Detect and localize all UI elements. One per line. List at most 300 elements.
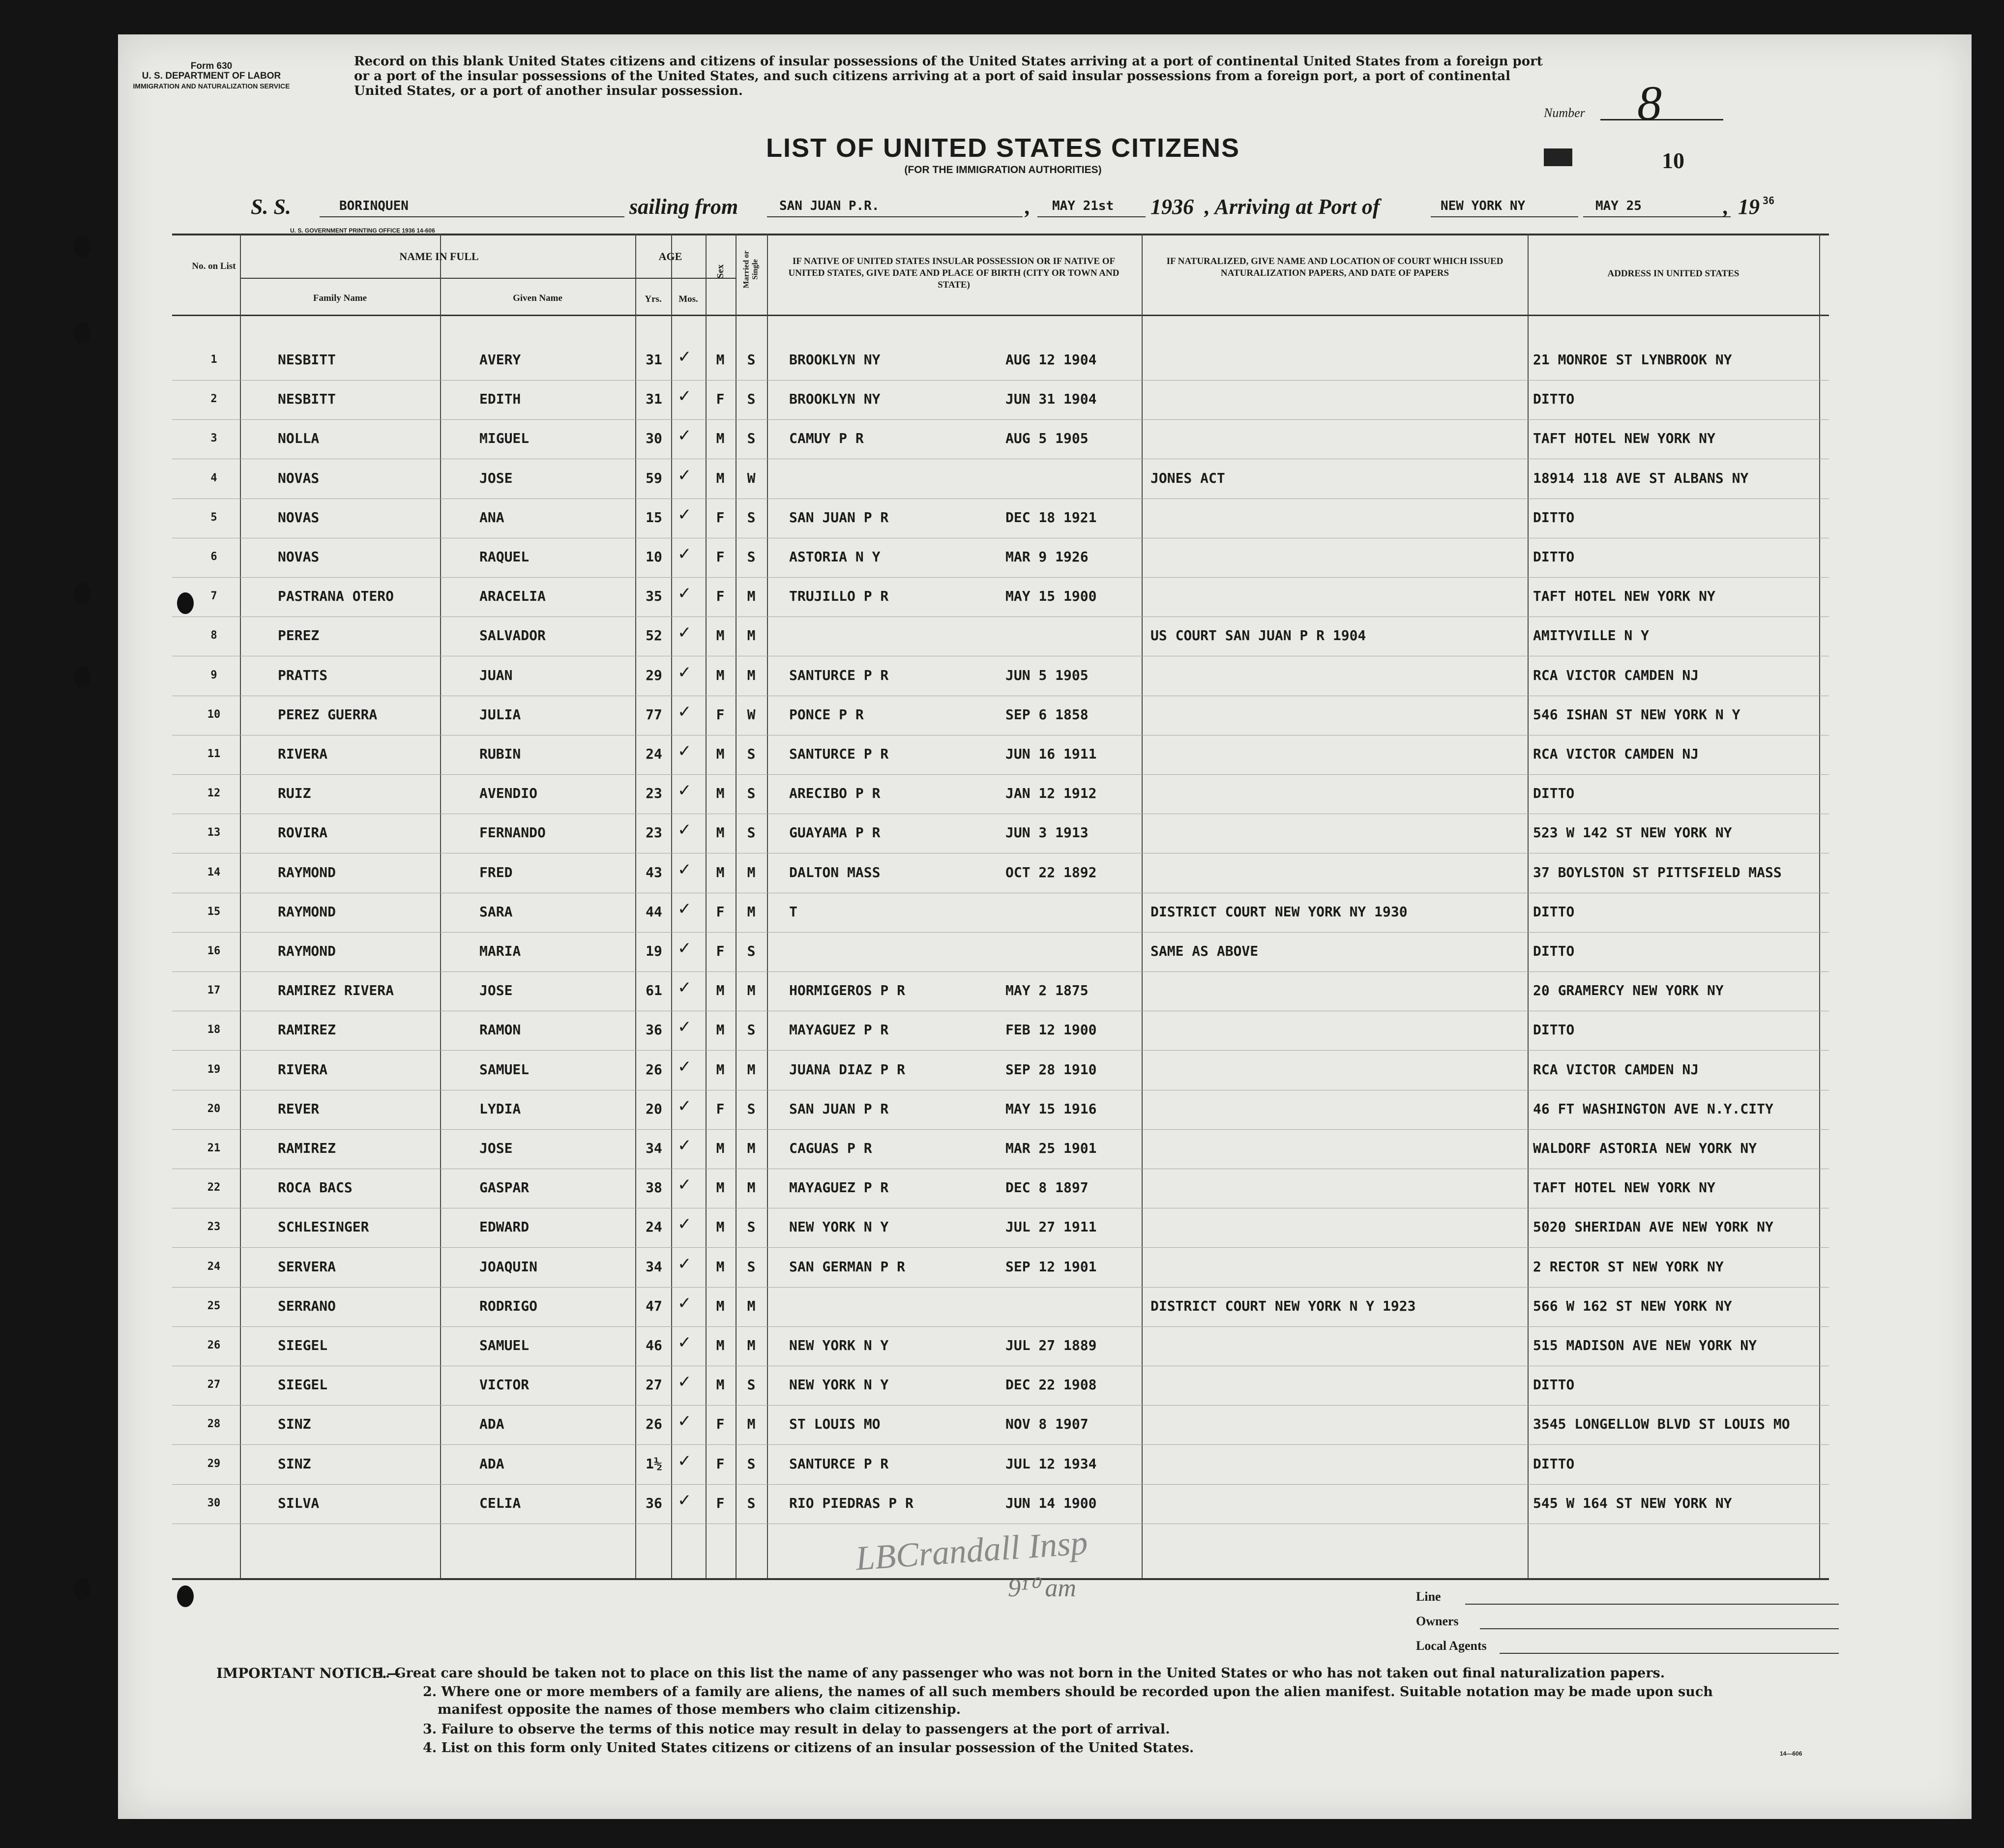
row-number: 14 <box>207 866 221 879</box>
sex: F <box>716 903 725 920</box>
birth-date: JUL 27 1889 <box>1005 1337 1097 1353</box>
binder-hole <box>74 1578 90 1600</box>
sail-date: MAY 21st <box>1052 199 1114 213</box>
sex: F <box>716 391 725 408</box>
check-mark-icon: ✓ <box>678 899 692 919</box>
check-mark-icon: ✓ <box>678 662 692 682</box>
sex: F <box>716 588 725 605</box>
family-name: PEREZ <box>278 627 320 644</box>
given-name: ARACELIA <box>479 588 546 605</box>
marital-status: S <box>747 746 756 762</box>
family-name: NOVAS <box>278 469 320 486</box>
check-mark-icon: ✓ <box>678 1136 692 1155</box>
sex: M <box>716 824 725 841</box>
marital-status: M <box>747 1416 756 1433</box>
family-name: PASTRANA OTERO <box>278 588 394 605</box>
comma-mark: , <box>1723 195 1729 219</box>
sex: M <box>716 1297 725 1314</box>
birth-place: CAGUAS P R <box>789 1140 872 1156</box>
row-number: 21 <box>207 1142 221 1154</box>
page-stamp-mark <box>1544 148 1572 166</box>
marital-status: S <box>747 943 756 959</box>
sailing-from-label: sailing from <box>629 195 738 219</box>
inspector-signature: LBCrandall Insp <box>854 1524 1089 1578</box>
arrival-year-prefix: 19 <box>1738 195 1760 219</box>
header-naturalization: IF NATURALIZED, GIVE NAME AND LOCATION OF COURT WHICH ISSUED NATURALIZATION PAPERS, AND DATE OF PAPERS <box>1166 256 1503 278</box>
check-mark-icon: ✓ <box>678 347 692 367</box>
row-number: 12 <box>207 787 221 800</box>
birth-place: SAN JUAN P R <box>789 1100 889 1117</box>
header-birth-place: IF NATIVE OF UNITED STATES INSULAR POSSESSION OR IF NATIVE OF UNITED STATES, GIVE DATE AND PLACE OF BIRTH (CITY OR TOWN AND STATE) <box>788 256 1120 290</box>
row-number: 5 <box>210 511 217 524</box>
birth-date: MAY 15 1900 <box>1005 588 1097 605</box>
us-address: DITTO <box>1533 509 1575 526</box>
binder-hole <box>74 322 90 344</box>
notice-item-4: 4. List on this form only United States citizens or citizens of an insular possession of the United States. <box>423 1740 1194 1756</box>
us-address: DITTO <box>1533 549 1575 565</box>
marital-status: S <box>747 352 756 368</box>
check-mark-icon: ✓ <box>678 465 692 485</box>
row-rule <box>172 1326 1829 1327</box>
birth-place: CAMUY P R <box>789 430 864 447</box>
us-address: 523 W 142 ST NEW YORK NY <box>1533 824 1732 841</box>
sex: M <box>716 1258 725 1275</box>
birth-date: JUN 31 1904 <box>1005 391 1097 408</box>
given-name: ADA <box>479 1416 504 1433</box>
family-name: RAMIREZ <box>278 1140 336 1156</box>
naturalization-info: DISTRICT COURT NEW YORK N Y 1923 <box>1150 1297 1416 1314</box>
birth-date: JUN 16 1911 <box>1005 746 1097 762</box>
birth-date: DEC 18 1921 <box>1005 509 1097 526</box>
check-mark-icon: ✓ <box>678 1096 692 1116</box>
us-address: 546 ISHAN ST NEW YORK N Y <box>1533 706 1740 723</box>
column-divider <box>1142 234 1143 1578</box>
row-rule <box>172 1484 1829 1485</box>
birth-date: FEB 12 1900 <box>1005 1022 1097 1038</box>
column-divider <box>240 234 241 1578</box>
check-mark-icon: ✓ <box>678 1056 692 1077</box>
given-name: JUAN <box>479 667 513 683</box>
marital-status: W <box>747 469 756 486</box>
sex: F <box>716 1495 725 1511</box>
age-years: 34 <box>646 1140 662 1156</box>
us-address: 21 MONROE ST LYNBROOK NY <box>1533 352 1732 368</box>
birth-place: NEW YORK N Y <box>789 1337 889 1353</box>
age-years: 46 <box>646 1337 662 1353</box>
given-name: SARA <box>479 903 513 920</box>
birth-place: TRUJILLO P R <box>789 588 889 605</box>
age-years: 61 <box>646 982 662 999</box>
family-name: RAMIREZ <box>278 1022 336 1038</box>
row-number: 7 <box>210 590 217 603</box>
birth-place: ARECIBO P R <box>789 785 881 802</box>
signature-initials: 9¹⁰ am <box>1008 1574 1076 1602</box>
row-rule <box>172 1405 1829 1406</box>
row-number: 9 <box>210 669 217 681</box>
us-address: RCA VICTOR CAMDEN NJ <box>1533 1061 1699 1078</box>
family-name: NOLLA <box>278 430 320 447</box>
row-number: 15 <box>207 905 221 918</box>
family-name: RAYMOND <box>278 903 336 920</box>
table-top-border <box>172 234 1829 235</box>
given-name: EDITH <box>479 391 521 408</box>
row-number: 27 <box>207 1379 221 1391</box>
service-name: IMMIGRATION AND NATURALIZATION SERVICE <box>133 82 290 90</box>
binder-hole <box>74 236 90 258</box>
family-name: SIEGEL <box>278 1377 328 1393</box>
naturalization-info: JONES ACT <box>1150 469 1225 486</box>
given-name: RAMON <box>479 1022 521 1038</box>
us-address: WALDORF ASTORIA NEW YORK NY <box>1533 1140 1757 1156</box>
us-address: RCA VICTOR CAMDEN NJ <box>1533 746 1699 762</box>
row-number: 3 <box>210 432 217 445</box>
marital-status: M <box>747 903 756 920</box>
check-mark-icon: ✓ <box>678 702 692 722</box>
list-number: 8 <box>1637 76 1662 130</box>
us-address: 545 W 164 ST NEW YORK NY <box>1533 1495 1732 1511</box>
age-years: 47 <box>646 1297 662 1314</box>
row-number: 22 <box>207 1181 221 1194</box>
row-number: 18 <box>207 1024 221 1036</box>
ss-label: S. S. <box>251 195 291 219</box>
age-years: 26 <box>646 1061 662 1078</box>
us-address: TAFT HOTEL NEW YORK NY <box>1533 1179 1715 1196</box>
given-name: MARIA <box>479 943 521 959</box>
row-number: 8 <box>210 629 217 642</box>
age-years: 24 <box>646 1219 662 1235</box>
column-divider <box>1819 234 1820 1578</box>
row-number: 28 <box>207 1418 221 1431</box>
marital-status: S <box>747 509 756 526</box>
age-years: 36 <box>646 1495 662 1511</box>
row-number: 30 <box>207 1496 221 1509</box>
sex: M <box>716 1061 725 1078</box>
arrival-date: MAY 25 <box>1595 199 1642 213</box>
header-bottom-border <box>172 315 1829 316</box>
header-address: ADDRESS IN UNITED STATES <box>1607 268 1739 279</box>
age-years: 34 <box>646 1258 662 1275</box>
us-address: RCA VICTOR CAMDEN NJ <box>1533 667 1699 683</box>
age-years: 1½ <box>646 1455 662 1472</box>
naturalization-info: SAME AS ABOVE <box>1150 943 1259 959</box>
row-number: 13 <box>207 826 221 839</box>
birth-date: SEP 28 1910 <box>1005 1061 1097 1078</box>
age-years: 31 <box>646 352 662 368</box>
binder-hole <box>74 583 90 604</box>
name-sub-divider <box>240 278 736 279</box>
number-underline <box>1600 119 1723 120</box>
birth-date: AUG 5 1905 <box>1005 430 1089 447</box>
row-rule <box>172 616 1829 617</box>
family-name: SIEGEL <box>278 1337 328 1353</box>
sex: M <box>716 1140 725 1156</box>
row-number: 24 <box>207 1260 221 1273</box>
marital-status: W <box>747 706 756 723</box>
marital-status: S <box>747 1377 756 1393</box>
row-number: 4 <box>210 471 217 484</box>
sex: M <box>716 430 725 447</box>
line-underline <box>1465 1604 1839 1605</box>
check-mark-icon: ✓ <box>678 1254 692 1274</box>
us-address: 20 GRAMERCY NEW YORK NY <box>1533 982 1724 999</box>
family-name: RAMIREZ RIVERA <box>278 982 394 999</box>
ship-name: BORINQUEN <box>339 199 409 213</box>
family-name: SINZ <box>278 1455 311 1472</box>
family-name: NOVAS <box>278 509 320 526</box>
sex: M <box>716 982 725 999</box>
column-divider <box>767 234 768 1578</box>
notice-item-3: 3. Failure to observe the terms of this notice may result in delay to passengers at the port of arrival. <box>423 1722 1170 1737</box>
us-address: DITTO <box>1533 785 1575 802</box>
marital-status: S <box>747 549 756 565</box>
check-mark-icon: ✓ <box>678 584 692 604</box>
birth-place: RIO PIEDRAS P R <box>789 1495 914 1511</box>
birth-date: OCT 22 1892 <box>1005 864 1097 880</box>
row-number: 25 <box>207 1299 221 1312</box>
owners-label: Owners <box>1416 1614 1459 1628</box>
given-name: EDWARD <box>479 1219 530 1235</box>
header-yrs: Yrs. <box>645 294 662 304</box>
sex: M <box>716 667 725 683</box>
given-name: JOSE <box>479 469 513 486</box>
us-address: DITTO <box>1533 903 1575 920</box>
age-years: 15 <box>646 509 662 526</box>
us-address: 566 W 162 ST NEW YORK NY <box>1533 1297 1732 1314</box>
page-title: LIST OF UNITED STATES CITIZENS <box>766 133 1240 163</box>
check-mark-icon: ✓ <box>678 1333 692 1352</box>
birth-place: ST LOUIS MO <box>789 1416 881 1433</box>
check-mark-icon: ✓ <box>678 504 692 525</box>
sex: M <box>716 864 725 880</box>
us-address: AMITYVILLE N Y <box>1533 627 1650 644</box>
age-years: 30 <box>646 430 662 447</box>
us-address: 515 MADISON AVE NEW YORK NY <box>1533 1337 1757 1353</box>
family-name: RIVERA <box>278 1061 328 1078</box>
birth-date: JUL 12 1934 <box>1005 1455 1097 1472</box>
check-mark-icon: ✓ <box>678 1411 692 1432</box>
row-rule <box>172 774 1829 775</box>
family-name: RAYMOND <box>278 943 336 959</box>
given-name: ADA <box>479 1455 504 1472</box>
birth-date: MAY 15 1916 <box>1005 1100 1097 1117</box>
header-age: AGE <box>658 250 682 263</box>
birth-place: JUANA DIAZ P R <box>789 1061 906 1078</box>
age-years: 77 <box>646 706 662 723</box>
naturalization-info: DISTRICT COURT NEW YORK NY 1930 <box>1150 903 1408 920</box>
sail-date-underline <box>1037 216 1146 217</box>
check-mark-icon: ✓ <box>678 1293 692 1313</box>
sex: M <box>716 785 725 802</box>
header-family-name: Family Name <box>313 293 367 303</box>
family-name: SILVA <box>278 1495 320 1511</box>
row-number: 20 <box>207 1102 221 1115</box>
birth-place: SAN JUAN P R <box>789 509 889 526</box>
sex: F <box>716 1100 725 1117</box>
sail-year: 1936 <box>1150 195 1194 219</box>
birth-place: GUAYAMA P R <box>789 824 881 841</box>
sex: F <box>716 1455 725 1472</box>
family-name: NOVAS <box>278 549 320 565</box>
row-number: 10 <box>207 708 221 721</box>
birth-place: SANTURCE P R <box>789 746 889 762</box>
sex: F <box>716 1416 725 1433</box>
form-footer-code: 14—606 <box>1780 1750 1802 1757</box>
row-rule <box>172 1129 1829 1130</box>
check-mark-icon: ✓ <box>678 1451 692 1471</box>
check-mark-icon: ✓ <box>678 820 692 840</box>
column-divider <box>440 234 441 1578</box>
row-rule <box>172 932 1829 933</box>
marital-status: S <box>747 1219 756 1235</box>
column-divider <box>706 234 707 1578</box>
marital-status: M <box>747 627 756 644</box>
age-years: 59 <box>646 469 662 486</box>
birth-place: BROOKLYN NY <box>789 352 881 368</box>
us-address: TAFT HOTEL NEW YORK NY <box>1533 588 1715 605</box>
check-mark-icon: ✓ <box>678 1175 692 1195</box>
birth-place: ASTORIA N Y <box>789 549 881 565</box>
birth-place: T <box>789 903 797 920</box>
printer-note: U. S. GOVERNMENT PRINTING OFFICE 1936 14-606 <box>290 227 435 234</box>
form-id-block <box>98 61 324 91</box>
birth-date: JUN 14 1900 <box>1005 1495 1097 1511</box>
check-mark-icon: ✓ <box>678 426 692 446</box>
age-years: 23 <box>646 785 662 802</box>
table-bottom-border <box>172 1578 1829 1580</box>
given-name: JOSE <box>479 1140 513 1156</box>
age-years: 29 <box>646 667 662 683</box>
row-rule <box>172 1444 1829 1445</box>
age-years: 38 <box>646 1179 662 1196</box>
column-divider <box>736 234 737 1578</box>
family-name: SINZ <box>278 1416 311 1433</box>
marital-status: M <box>747 1179 756 1196</box>
check-mark-icon: ✓ <box>678 978 692 998</box>
family-name: RAYMOND <box>278 864 336 880</box>
birth-place: HORMIGEROS P R <box>789 982 906 999</box>
check-mark-icon: ✓ <box>678 859 692 880</box>
birth-date: SEP 12 1901 <box>1005 1258 1097 1275</box>
sex: F <box>716 549 725 565</box>
sex: M <box>716 1179 725 1196</box>
line-label: Line <box>1416 1589 1441 1604</box>
comma-mark: , <box>1025 195 1031 219</box>
us-address: TAFT HOTEL NEW YORK NY <box>1533 430 1715 447</box>
record-instructions: Record on this blank United States citizens and citizens of insular possessions of the United States arriving at a port of continental United States from a foreign port or a port of the insular possessions of the United States, and such citizens arriving at a port of said insular possessions from a foreign port, a port of continental United States, or a port of another insular possession. <box>354 54 1543 98</box>
given-name: AVENDIO <box>479 785 538 802</box>
birth-place: BROOKLYN NY <box>789 391 881 408</box>
birth-date: DEC 22 1908 <box>1005 1377 1097 1393</box>
row-number: 6 <box>210 551 217 563</box>
family-name: PEREZ GUERRA <box>278 706 378 723</box>
age-years: 26 <box>646 1416 662 1433</box>
given-name: LYDIA <box>479 1100 521 1117</box>
age-years: 23 <box>646 824 662 841</box>
birth-place: NEW YORK N Y <box>789 1377 889 1393</box>
binder-hole <box>177 1585 194 1607</box>
row-number: 11 <box>207 748 221 760</box>
check-mark-icon: ✓ <box>678 1017 692 1037</box>
birth-date: SEP 6 1858 <box>1005 706 1089 723</box>
notice-heading: IMPORTANT NOTICE.— <box>216 1665 401 1681</box>
age-years: 27 <box>646 1377 662 1393</box>
family-name: NESBITT <box>278 352 336 368</box>
family-name: SERRANO <box>278 1297 336 1314</box>
given-name: FRED <box>479 864 513 880</box>
header-married-single: Married or Single <box>742 250 760 289</box>
birth-place: PONCE P R <box>789 706 864 723</box>
age-years: 10 <box>646 549 662 565</box>
row-rule <box>172 971 1829 972</box>
check-mark-icon: ✓ <box>678 623 692 643</box>
departure-port: SAN JUAN P.R. <box>779 199 880 213</box>
column-divider <box>635 234 636 1578</box>
age-years: 36 <box>646 1022 662 1038</box>
family-name: SERVERA <box>278 1258 336 1275</box>
family-name: RUIZ <box>278 785 311 802</box>
sex: M <box>716 1022 725 1038</box>
row-rule <box>172 1287 1829 1288</box>
birth-date: JUN 5 1905 <box>1005 667 1089 683</box>
header-no-on-list: No. on List <box>192 261 236 271</box>
birth-place: MAYAGUEZ P R <box>789 1179 889 1196</box>
row-number: 23 <box>207 1221 221 1233</box>
family-name: NESBITT <box>278 391 336 408</box>
naturalization-info: US COURT SAN JUAN P R 1904 <box>1150 627 1366 644</box>
check-mark-icon: ✓ <box>678 741 692 761</box>
arrival-port: NEW YORK NY <box>1441 199 1526 213</box>
birth-date: MAR 25 1901 <box>1005 1140 1097 1156</box>
row-rule <box>172 419 1829 420</box>
family-name: RIVERA <box>278 746 328 762</box>
age-years: 24 <box>646 746 662 762</box>
notice-item-2-continued: manifest opposite the names of those members who claim citizenship. <box>438 1702 961 1717</box>
notice-item-2: 2. Where one or more members of a family are aliens, the names of all such members should be recorded upon the alien manifest. Suitable notation may be made upon such <box>423 1684 1713 1700</box>
birth-date: AUG 12 1904 <box>1005 352 1097 368</box>
column-divider <box>1528 234 1529 1578</box>
sex: M <box>716 1337 725 1353</box>
given-name: RUBIN <box>479 746 521 762</box>
given-name: SAMUEL <box>479 1061 530 1078</box>
birth-place: MAYAGUEZ P R <box>789 1022 889 1038</box>
birth-date: JAN 12 1912 <box>1005 785 1097 802</box>
department-name: U. S. DEPARTMENT OF LABOR <box>142 71 281 81</box>
us-address: DITTO <box>1533 1022 1575 1038</box>
marital-status: M <box>747 1337 756 1353</box>
arrival-year-suffix: 36 <box>1763 195 1775 206</box>
birth-date: DEC 8 1897 <box>1005 1179 1089 1196</box>
check-mark-icon: ✓ <box>678 781 692 801</box>
marital-status: S <box>747 1258 756 1275</box>
age-years: 43 <box>646 864 662 880</box>
local-agents-underline <box>1500 1653 1839 1654</box>
birth-place: NEW YORK N Y <box>789 1219 889 1235</box>
us-address: DITTO <box>1533 391 1575 408</box>
us-address: DITTO <box>1533 1377 1575 1393</box>
arrival-date-underline <box>1583 216 1731 217</box>
row-number: 16 <box>207 945 221 957</box>
us-address: 3545 LONGELLOW BLVD ST LOUIS MO <box>1533 1416 1790 1433</box>
header-name-in-full: NAME IN FULL <box>399 250 479 263</box>
row-rule <box>172 577 1829 578</box>
check-mark-icon: ✓ <box>678 939 692 958</box>
family-name: PRATTS <box>278 667 328 683</box>
birth-place: SAN GERMAN P R <box>789 1258 906 1275</box>
check-mark-icon: ✓ <box>678 386 692 407</box>
header-mos: Mos. <box>678 294 698 304</box>
check-mark-icon: ✓ <box>678 1214 692 1234</box>
marital-status: S <box>747 1495 756 1511</box>
